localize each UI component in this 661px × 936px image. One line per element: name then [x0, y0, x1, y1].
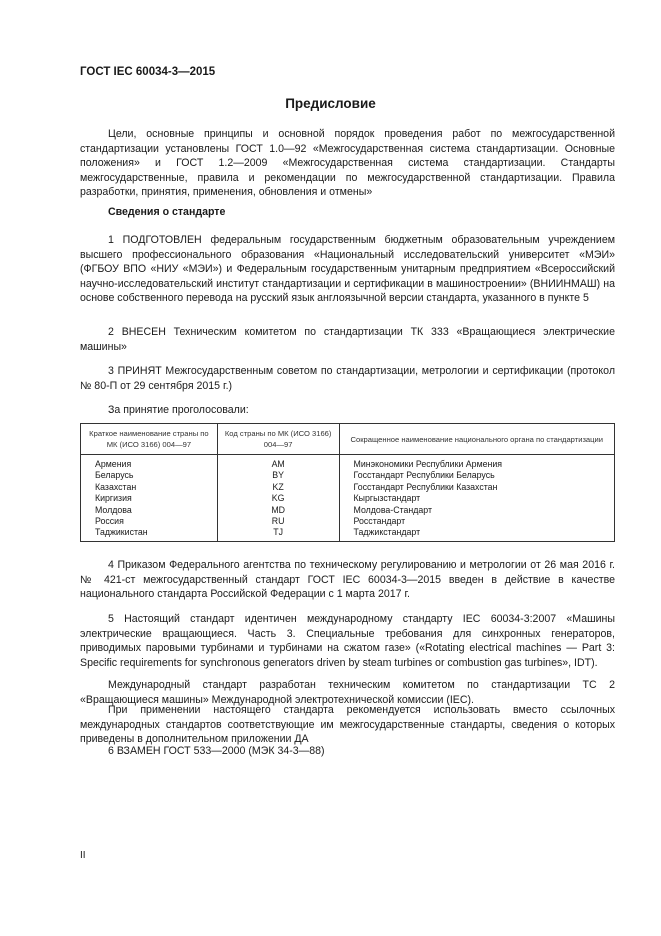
- country-name: Армения: [81, 455, 218, 471]
- intro-paragraph: Цели, основные принципы и основной порядок проведения работ по межгосударственной стандартизации установлены ГОСТ 1.0—92 «Межгосударственная система стандартизации. Основные положения» и ГОСТ 1.2—2009 «Межгосударственная система стандартизации. Стандарты межгосударственные, правила и рекомендации по межгосударственной стандартизации. Правила разработки, принятия, применения, обновления и отмены»: [80, 128, 615, 199]
- national-body: Росстандарт: [339, 516, 614, 527]
- document-header: ГОСТ IEC 60034-3—2015: [80, 66, 216, 78]
- table-header-row: [81, 424, 615, 455]
- country-code: KZ: [217, 482, 339, 493]
- item-5-tc-paragraph: Международный стандарт разработан техническим комитетом по стандартизации ТС 2 «Вращающиеся машины» Международной электротехнической комиссии (IEC).: [80, 679, 615, 706]
- voted-label: За принятие проголосовали:: [108, 404, 249, 416]
- country-name: Таджикистан: [81, 527, 218, 541]
- item-5-references-paragraph: При применении настоящего стандарта рекомендуется использовать вместо ссылочных международных стандартов соответствующие им межгосударственные стандарты, сведения о которых приведены в дополнительном приложении ДА: [80, 704, 615, 746]
- item-2-paragraph: 2 ВНЕСЕН Техническим комитетом по стандартизации ТК 333 «Вращающиеся электрические машины»: [80, 326, 615, 353]
- section-subheading: Сведения о стандарте: [108, 206, 226, 218]
- national-body: Таджикстандарт: [339, 527, 614, 541]
- national-body: Молдова-Стандарт: [339, 505, 614, 516]
- table-row: [81, 527, 615, 541]
- national-body: Госстандарт Республики Казахстан: [339, 482, 614, 493]
- country-code: TJ: [217, 527, 339, 541]
- header-country-name: Краткое наименование страны по МК (ИСО 3166) 004—97: [81, 424, 218, 455]
- item-5-paragraph: 5 Настоящий стандарт идентичен международному стандарту IEC 60034-3:2007 «Машины электрические вращающиеся. Часть 3. Специальные требования для синхронных генераторов, приводимых паровыми турбинами и турбинами на сжатом газе» («Rotating electrical machines — Part 3: Specific requirements for synchronous generators driven by steam turbines or combustion gas turbines», IDT).: [80, 613, 615, 669]
- national-body: Минэкономики Республики Армения: [339, 455, 614, 471]
- table-row: [81, 493, 615, 504]
- country-code: MD: [217, 505, 339, 516]
- country-code: AM: [217, 455, 339, 471]
- country-name: Киргизия: [81, 493, 218, 504]
- item-4-paragraph: 4 Приказом Федерального агентства по техническому регулированию и метрологии от 26 мая 2016 г. № 421-ст межгосударственный стандарт ГОСТ IEC 60034-3—2015 введен в действие в качестве национального стандарта Российской Федерации с 1 марта 2017 г.: [80, 559, 615, 601]
- header-national-body: Сокращенное наименование национального органа по стандартизации: [339, 424, 614, 455]
- table-row: [81, 455, 615, 471]
- page-title: Предисловие: [285, 96, 376, 111]
- voting-table: [80, 423, 615, 542]
- table-row: [81, 482, 615, 493]
- table-row: [81, 470, 615, 481]
- national-body: Кыргызстандарт: [339, 493, 614, 504]
- country-code: KG: [217, 493, 339, 504]
- table-row: [81, 505, 615, 516]
- country-name: Молдова: [81, 505, 218, 516]
- item-1-paragraph: 1 ПОДГОТОВЛЕН федеральным государственным бюджетным образовательным учреждением высшего профессионального образования «Национальный исследовательский университет «МЭИ» (ФГБОУ ВПО «НИУ «МЭИ») и Федеральным государственным унитарным предприятием «Всероссийский научно-исследовательский институт стандартизации и сертификации в машиностроении» (ВНИИНМАШ) на основе собственного перевода на русский язык англоязычной версии стандарта, указанного в пункте 5: [80, 234, 615, 305]
- header-country-code: Код страны по МК (ИСО 3166) 004—97: [217, 424, 339, 455]
- country-name: Казахстан: [81, 482, 218, 493]
- page-number: II: [80, 850, 86, 861]
- item-3-paragraph: 3 ПРИНЯТ Межгосударственным советом по стандартизации, метрологии и сертификации (протокол № 80-П от 29 сентября 2015 г.): [80, 365, 615, 392]
- country-name: Россия: [81, 516, 218, 527]
- item-6-paragraph: 6 ВЗАМЕН ГОСТ 533—2000 (МЭК 34-3—88): [108, 745, 325, 757]
- country-code: BY: [217, 470, 339, 481]
- country-name: Беларусь: [81, 470, 218, 481]
- national-body: Госстандарт Республики Беларусь: [339, 470, 614, 481]
- country-code: RU: [217, 516, 339, 527]
- table-row: [81, 516, 615, 527]
